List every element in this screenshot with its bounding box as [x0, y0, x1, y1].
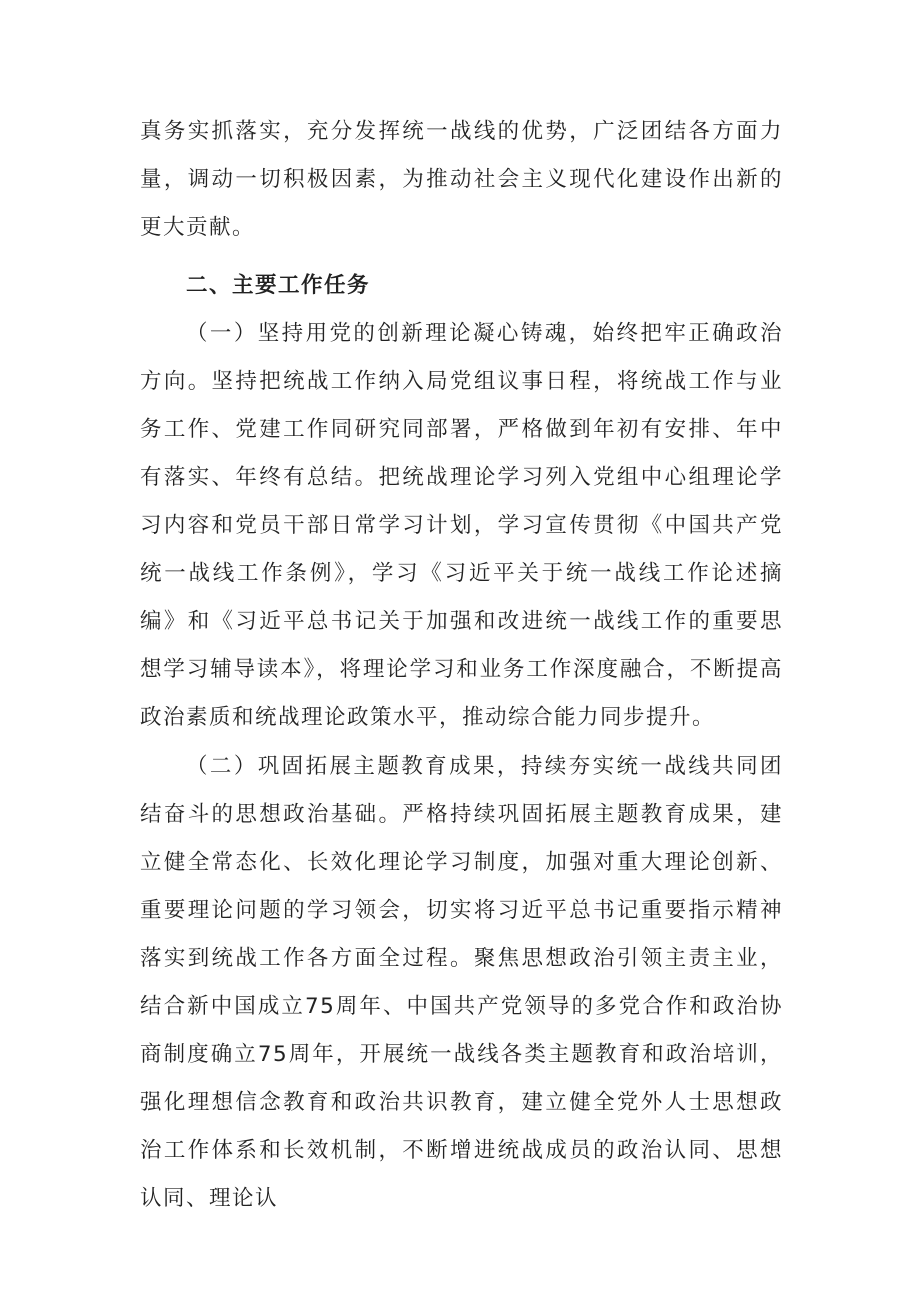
document-body	[140, 108, 783, 1223]
paragraph-continued: 真务实抓落实，充分发挥统一战线的优势，广泛团结各方面力量，调动一切积极因素，为推动社会主义现代化建设作出新的更大贡献。	[140, 119, 783, 240]
paragraph-task-2: （二）巩固拓展主题教育成果，持续夯实统一战线共同团结奋斗的思想政治基础。严格持续巩固拓展主题教育成果，建立健全常态化、长效化理论学习制度，加强对重大理论创新、重要理论问题的学习领会，切实将习近平总书记重要指示精神落实到统战工作各方面全过程。聚焦思想政治引领主责主业，结合新中国成立75周年、中国共产党领导的多党合作和政治协商制度确立75周年，开展统一战线各类主题教育和政治培训，强化理想信念教育和政治共识教育，建立健全党外人士思想政治工作体系和长效机制，不断增进统战成员的政治认同、思想认同、理论认	[140, 754, 783, 1211]
section-heading: 二、主要工作任务	[186, 273, 371, 298]
paragraph-task-1: （一）坚持用党的创新理论凝心铸魂，始终把牢正确政治方向。坚持把统战工作纳入局党组议事日程，将统战工作与业务工作、党建工作同研究同部署，严格做到年初有安排、年中有落实、年终有总结。把统战理论学习列入党组中心组理论学习内容和党员干部日常学习计划，学习宣传贯彻《中国共产党统一战线工作条例》，学习《习近平关于统一战线工作论述摘编》和《习近平总书记关于加强和改进统一战线工作的重要思想学习辅导读本》，将理论学习和业务工作深度融合，不断提高政治素质和统战理论政策水平，推动综合能力同步提升。	[140, 321, 783, 730]
